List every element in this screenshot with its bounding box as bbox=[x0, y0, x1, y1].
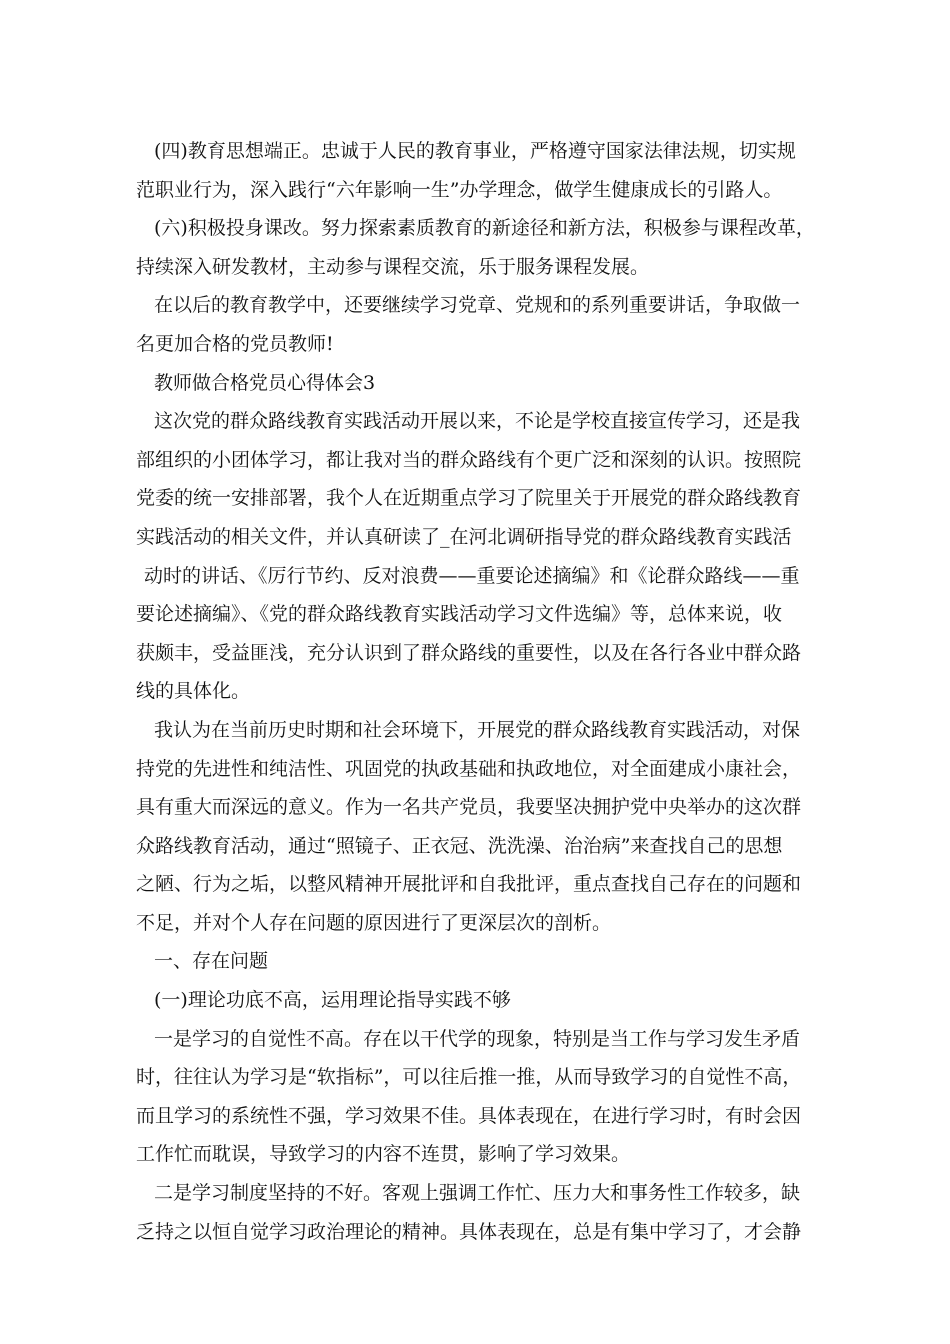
paragraph-line: 具有重大而深远的意义。作为一名共产党员，我要坚决拥护党中央举办的这次群 bbox=[136, 796, 802, 819]
paragraph-line: 乏持之以恒自觉学习政治理论的精神。具体表现在，总是有集中学习了，才会静 bbox=[136, 1220, 802, 1243]
paragraph-line: 党委的统一安排部署，我个人在近期重点学习了院里关于开展党的群众路线教育 bbox=[136, 487, 802, 510]
paragraph-line: 我认为在当前历史时期和社会环境下，开展党的群众路线教育实践活动，对保 bbox=[154, 718, 801, 741]
paragraph-line: 一是学习的自觉性不高。存在以干代学的现象，特别是当工作与学习发生矛盾 bbox=[154, 1027, 801, 1050]
paragraph-line: 工作忙而耽误，导致学习的内容不连贯，影响了学习效果。 bbox=[136, 1143, 631, 1166]
paragraph-line: 二是学习制度坚持的不好。客观上强调工作忙、压力大和事务性工作较多，缺 bbox=[154, 1182, 801, 1205]
paragraph-line: 实践活动的相关文件，并认真研读了_在河北调研指导党的群众路线教育实践活 bbox=[136, 525, 792, 548]
paragraph-line: 部组织的小团体学习，都让我对当的群众路线有个更广泛和深刻的认识。按照院 bbox=[136, 448, 802, 471]
paragraph-line: 时，往往认为学习是“软指标”，可以往后推一推，从而导致学习的自觉性不高， bbox=[136, 1066, 802, 1089]
paragraph-line: 获颇丰，受益匪浅，充分认识到了群众路线的重要性，以及在各行各业中群众路 bbox=[136, 641, 802, 664]
paragraph-line: 名更加合格的党员教师! bbox=[136, 332, 334, 355]
paragraph-line: 动时的讲话、《厉行节约、反对浪费——重要论述摘编》和《论群众路线——重 bbox=[144, 564, 800, 587]
subsection-heading: (一)理论功底不高，运用理论指导实践不够 bbox=[154, 989, 511, 1012]
paragraph-line: 这次党的群众路线教育实践活动开展以来，不论是学校直接宣传学习，还是我 bbox=[154, 410, 801, 433]
paragraph-line: 线的具体化。 bbox=[136, 680, 251, 703]
document-body bbox=[136, 132, 826, 1251]
paragraph-line: 不足，并对个人存在问题的原因进行了更深层次的剖析。 bbox=[136, 911, 612, 934]
paragraph-line: 之陋、行为之垢，以整风精神开展批评和自我批评，重点查找自己存在的问题和 bbox=[136, 873, 802, 896]
paragraph-line: (四)教育思想端正。忠诚于人民的教育事业，严格遵守国家法律法规，切实规 bbox=[154, 140, 796, 162]
paragraph-line: 要论述摘编》、《党的群众路线教育实践活动学习文件选编》等，总体来说，收 bbox=[136, 603, 783, 626]
paragraph-line: 范职业行为，深入践行“六年影响一生”办学理念，做学生健康成长的引路人。 bbox=[136, 178, 783, 201]
paragraph-line: 持续深入研发教材，主动参与课程交流，乐于服务课程发展。 bbox=[136, 255, 650, 278]
paragraph-line: 而且学习的系统性不强，学习效果不佳。具体表现在，在进行学习时，有时会因 bbox=[136, 1104, 802, 1127]
paragraph-line: 众路线教育活动，通过“照镜子、正衣冠、洗洗澡、治治病”来查找自己的思想 bbox=[136, 834, 783, 857]
paragraph-line: 在以后的教育教学中，还要继续学习党章、党规和的系列重要讲话，争取做一 bbox=[154, 294, 801, 317]
section-heading: 教师做合格党员心得体会3 bbox=[154, 371, 376, 394]
paragraph-line: 持党的先进性和纯洁性、巩固党的执政基础和执政地位，对全面建成小康社会， bbox=[136, 757, 802, 780]
paragraph-line: (六)积极投身课改。努力探索素质教育的新途径和新方法，积极参与课程改革， bbox=[154, 217, 815, 240]
section-heading: 一、存在问题 bbox=[154, 950, 269, 973]
